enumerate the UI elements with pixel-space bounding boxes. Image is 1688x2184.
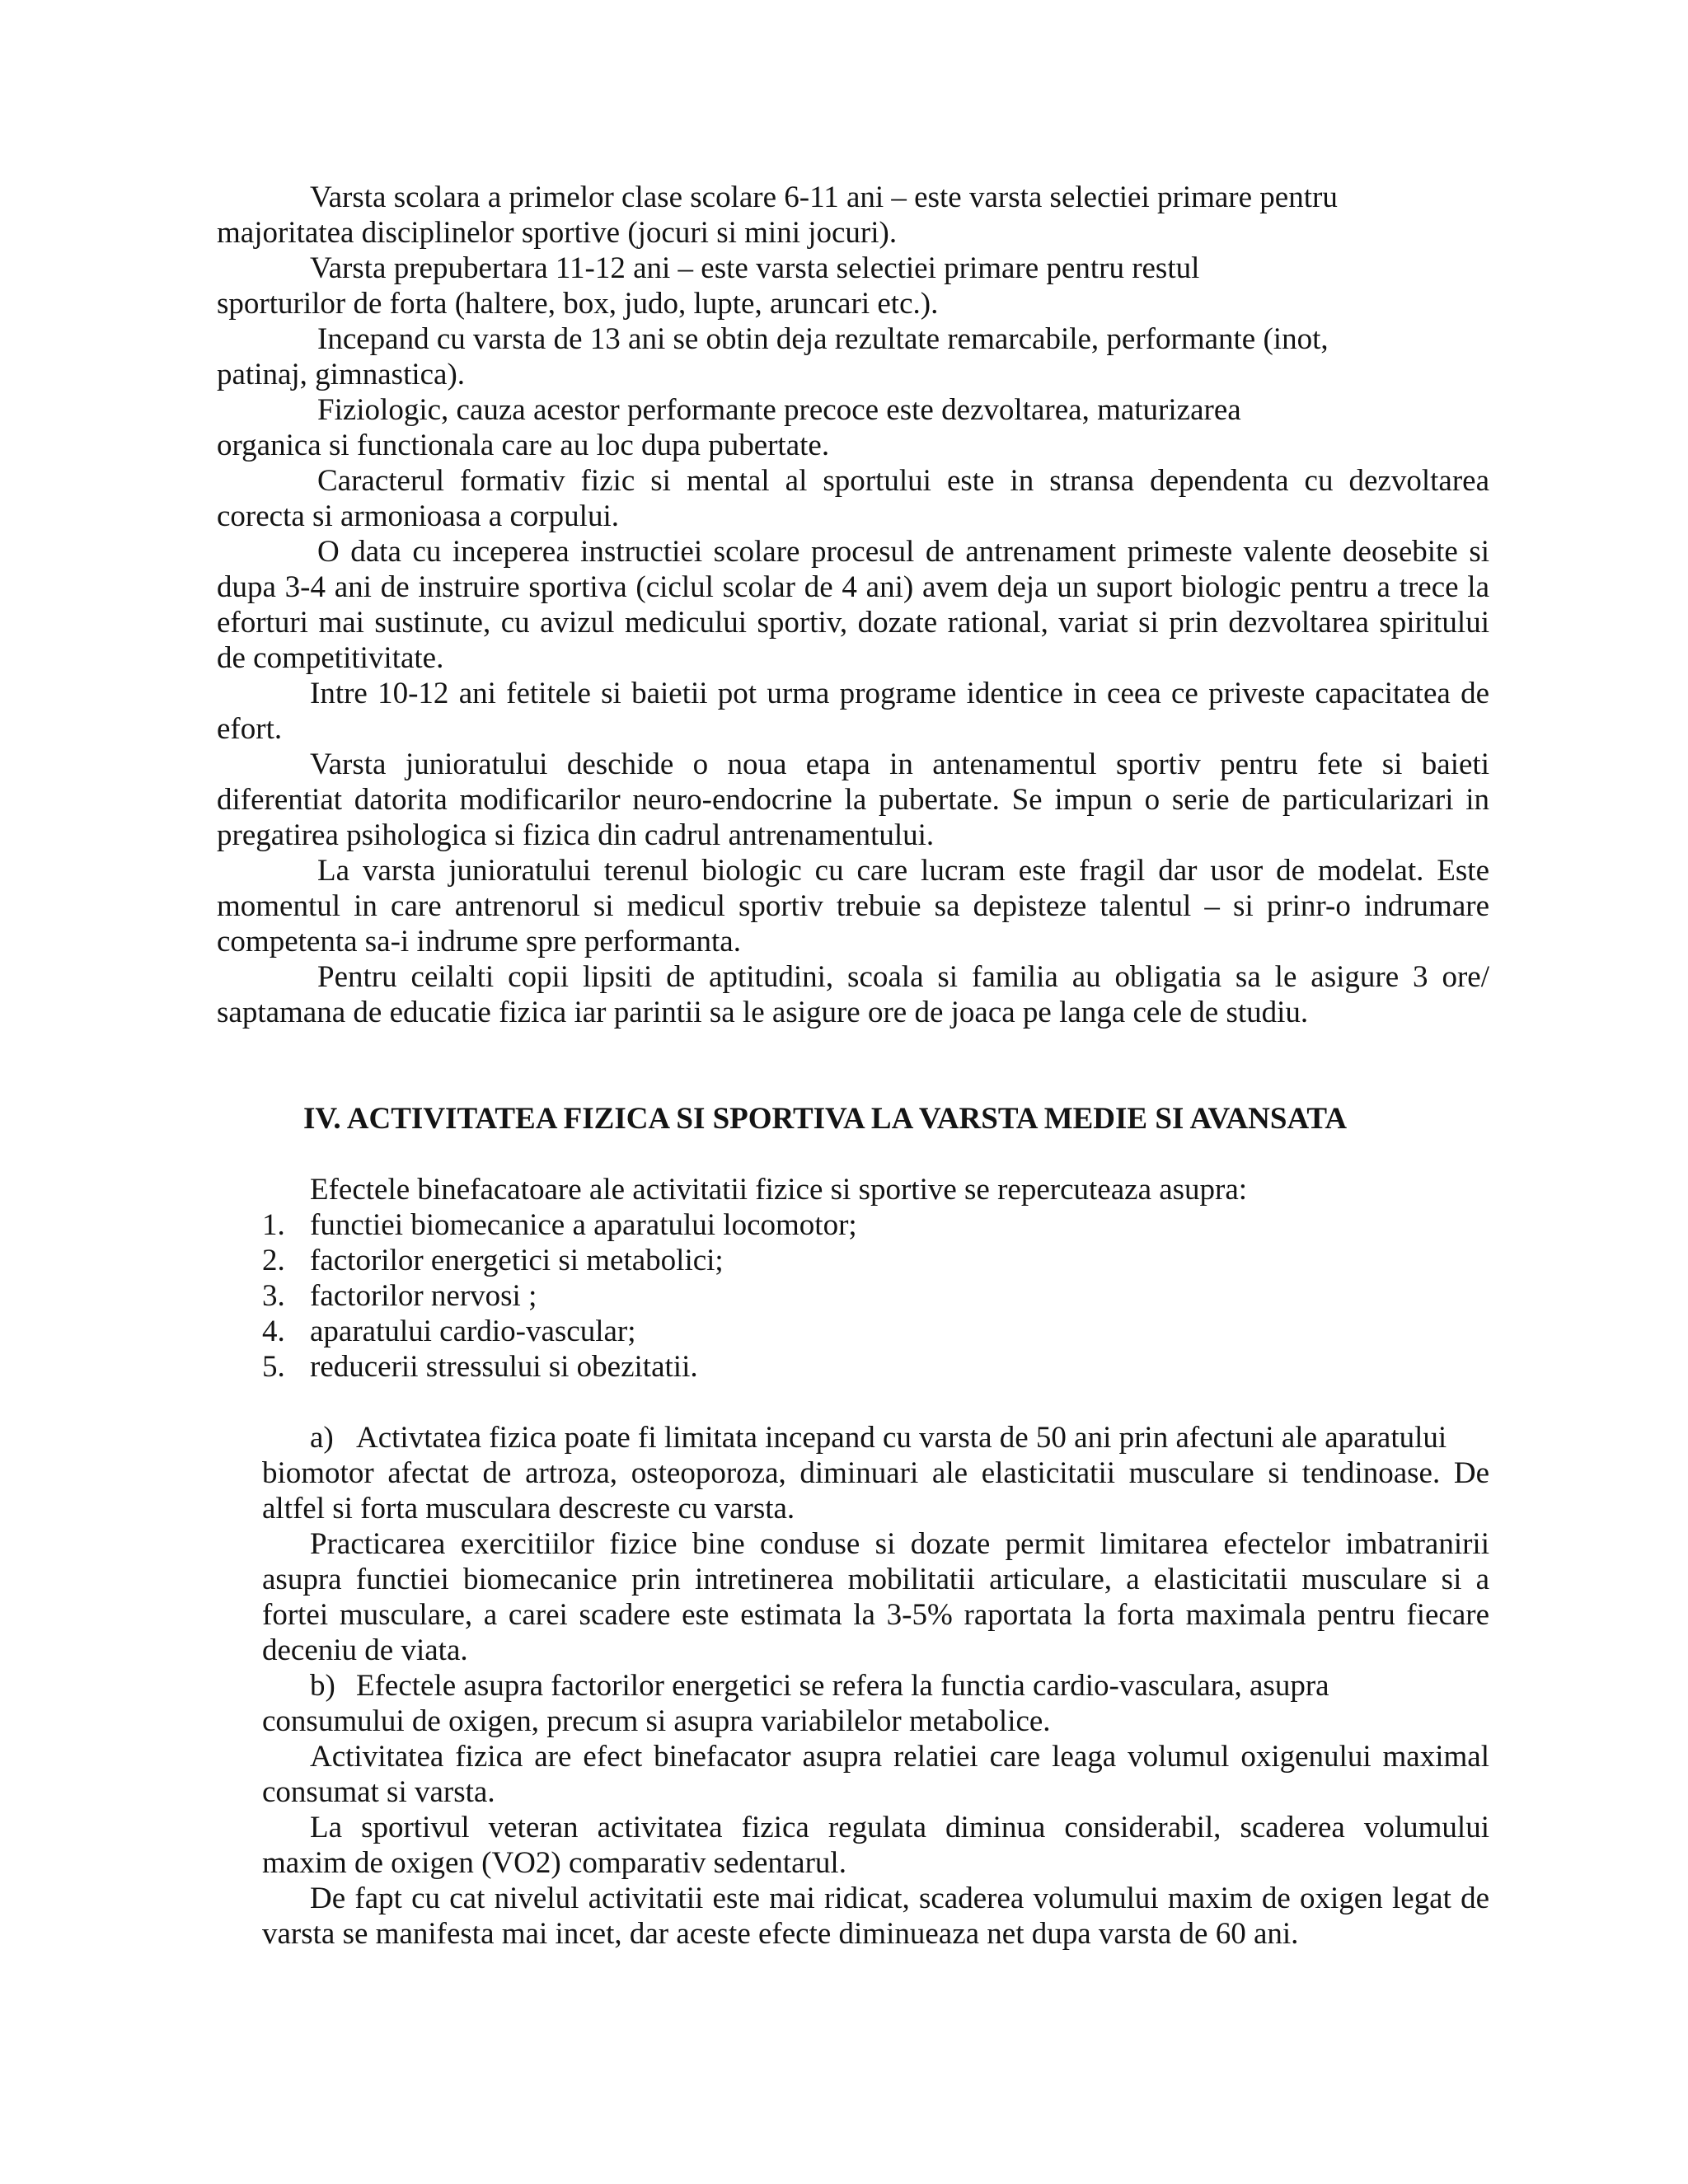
paragraph — [262, 1881, 1489, 1952]
text-line: Caracterul formativ fizic si mental al sportului este in stransa dependenta cu dezvoltarea — [317, 464, 1489, 498]
text-line: patinaj, gimnastica). — [217, 358, 466, 391]
text-line-content: Efectele asupra factorilor energetici se refera la functia cardio-vasculara, asupra — [356, 1669, 1329, 1703]
paragraph — [262, 1668, 1489, 1739]
text-line: organica si functionala care au loc dupa pubertate. — [217, 429, 830, 462]
paragraph — [217, 853, 1489, 959]
text-line: fortei musculare, a carei scadere este estimata la 3-5% raportata la forta maximala pentru fiecare — [262, 1598, 1489, 1632]
text-line: La varsta junioratului terenul biologic cu care lucram este fragil dar usor de modelat. Este — [317, 854, 1489, 888]
list-text: aparatului cardio-vascular; — [310, 1315, 636, 1348]
list-item — [262, 1207, 1489, 1243]
blank-line — [0, 1066, 1688, 1101]
text-line: pregatirea psihologica si fizica din cadrul antrenamentului. — [217, 818, 935, 852]
text-line-content: Activtatea fizica poate fi limitata incepand cu varsta de 50 ani prin afectuni ale aparatului — [356, 1421, 1447, 1455]
section-intro-text: Efectele binefacatoare ale activitatii fizice si sportive se repercuteaza asupra: — [310, 1173, 1248, 1207]
list-number: 2. — [262, 1244, 285, 1277]
list-item — [262, 1278, 1489, 1314]
paragraph — [262, 1739, 1489, 1810]
text-line: competenta sa-i indrume spre performanta. — [217, 925, 741, 958]
text-line: Practicarea exercitiilor fizice bine conduse si dozate permit limitarea efectelor imbatranirii — [310, 1527, 1489, 1561]
paragraph — [217, 463, 1489, 534]
text-line: Incepand cu varsta de 13 ani se obtin deja rezultate remarcabile, performante (inot, — [317, 322, 1329, 356]
text-line: eforturi mai sustinute, cu avizul medicului sportiv, dozate rational, variat si prin dezvoltarea spiritului — [217, 606, 1489, 640]
list-text: factorilor nervosi ; — [310, 1279, 537, 1313]
list-text: functiei biomecanice a aparatului locomotor; — [310, 1208, 857, 1242]
text-line: La sportivul veteran activitatea fizica regulata diminua considerabil, scaderea volumului — [310, 1811, 1489, 1844]
text-line: dupa 3-4 ani de instruire sportiva (ciclul scolar de 4 ani) avem deja un suport biologic pentru a trece la — [217, 570, 1489, 604]
text-line: majoritatea disciplinelor sportive (jocuri si mini jocuri). — [217, 216, 898, 250]
list-number: 4. — [262, 1315, 285, 1348]
list-item — [262, 1349, 1489, 1385]
text-line: saptamana de educatie fizica iar parintii sa le asigure ore de joaca pe langa cele de studiu. — [217, 996, 1309, 1029]
text-line: efort. — [217, 712, 283, 746]
list-item — [262, 1243, 1489, 1278]
paragraph — [262, 1420, 1489, 1526]
section-heading: IV. ACTIVITATEA FIZICA SI SPORTIVA LA VARSTA MEDIE SI AVANSATA — [303, 1102, 1348, 1136]
paragraph — [217, 534, 1489, 676]
text-line: de competitivitate. — [217, 641, 444, 675]
paragraph — [217, 180, 1489, 251]
list-number: 5. — [262, 1350, 285, 1384]
text-line: Varsta prepubertara 11-12 ani – este varsta selectiei primare pentru restul — [310, 251, 1200, 285]
paragraph — [217, 251, 1489, 321]
text-line: Fiziologic, cauza acestor performante precoce este dezvoltarea, maturizarea — [317, 393, 1241, 427]
text-line — [262, 1420, 1489, 1455]
text-line: maxim de oxigen (VO2) comparativ sedentarul. — [262, 1846, 846, 1880]
text-line: asupra functiei biomecanice prin intretinerea mobilitatii articulare, a elasticitatii musculare si a — [262, 1563, 1489, 1596]
text-line: Varsta scolara a primelor clase scolare 6-11 ani – este varsta selectiei primare pentru — [310, 180, 1338, 214]
text-line: biomotor afectat de artroza, osteoporoza, diminuari ale elasticitatii musculare si tendinoase. De — [262, 1456, 1489, 1490]
paragraph — [217, 959, 1489, 1030]
text-line: deceniu de viata. — [262, 1633, 468, 1667]
text-line: momentul in care antrenorul si medicul sportiv trebuie sa depisteze talentul – si prinr-o indrumare — [217, 889, 1489, 923]
text-line: O data cu inceperea instructiei scolare procesul de antrenament primeste valente deosebite si — [317, 535, 1489, 569]
list-number: 3. — [262, 1279, 285, 1313]
text-line: consumului de oxigen, precum si asupra variabilelor metabolice. — [262, 1704, 1051, 1738]
text-line: Activitatea fizica are efect binefacator asupra relatiei care leaga volumul oxigenului maximal — [310, 1740, 1489, 1774]
text-line: altfel si forta musculara descreste cu varsta. — [262, 1492, 795, 1526]
text-line: Pentru ceilalti copii lipsiti de aptitudini, scoala si familia au obligatia sa le asigure 3 ore/ — [317, 960, 1489, 994]
paragraph — [217, 321, 1489, 392]
paragraph — [262, 1526, 1489, 1668]
numbered-list — [262, 1207, 1489, 1385]
text-line — [262, 1668, 1489, 1704]
text-line: consumat si varsta. — [262, 1775, 495, 1809]
text-line: Varsta junioratului deschide o noua etapa in antenamentul sportiv pentru fete si baieti — [310, 748, 1489, 781]
paragraph — [217, 747, 1489, 853]
paragraph-marker: b) — [310, 1669, 335, 1703]
text-line: varsta se manifesta mai incet, dar aceste efecte diminueaza net dupa varsta de 60 ani. — [262, 1917, 1299, 1951]
text-line: sporturilor de forta (haltere, box, judo, lupte, aruncari etc.). — [217, 287, 939, 321]
text-line: De fapt cu cat nivelul activitatii este mai ridicat, scaderea volumului maxim de oxigen legat de — [310, 1882, 1489, 1915]
list-item — [262, 1314, 1489, 1349]
list-text: factorilor energetici si metabolici; — [310, 1244, 724, 1277]
blank-line — [0, 1137, 1688, 1172]
paragraph — [217, 676, 1489, 747]
text-line: corecta si armonioasa a corpului. — [217, 499, 619, 533]
list-text: reducerii stressului si obezitatii. — [310, 1350, 698, 1384]
paragraph — [262, 1810, 1489, 1881]
list-number: 1. — [262, 1208, 285, 1242]
text-line: diferentiat datorita modificarilor neuro-endocrine la pubertate. Se impun o serie de particularizari in — [217, 783, 1489, 817]
blank-line — [0, 1030, 1688, 1066]
section-iv-body — [262, 1172, 1489, 1952]
blank-line — [262, 1385, 1489, 1420]
paragraph — [217, 392, 1489, 463]
intro-section — [217, 180, 1489, 1030]
text-line: Intre 10-12 ani fetitele si baietii pot urma programe identice in ceea ce priveste capacitatea de — [310, 677, 1489, 710]
page-content — [0, 180, 1688, 1952]
paragraph-marker: a) — [310, 1421, 334, 1455]
